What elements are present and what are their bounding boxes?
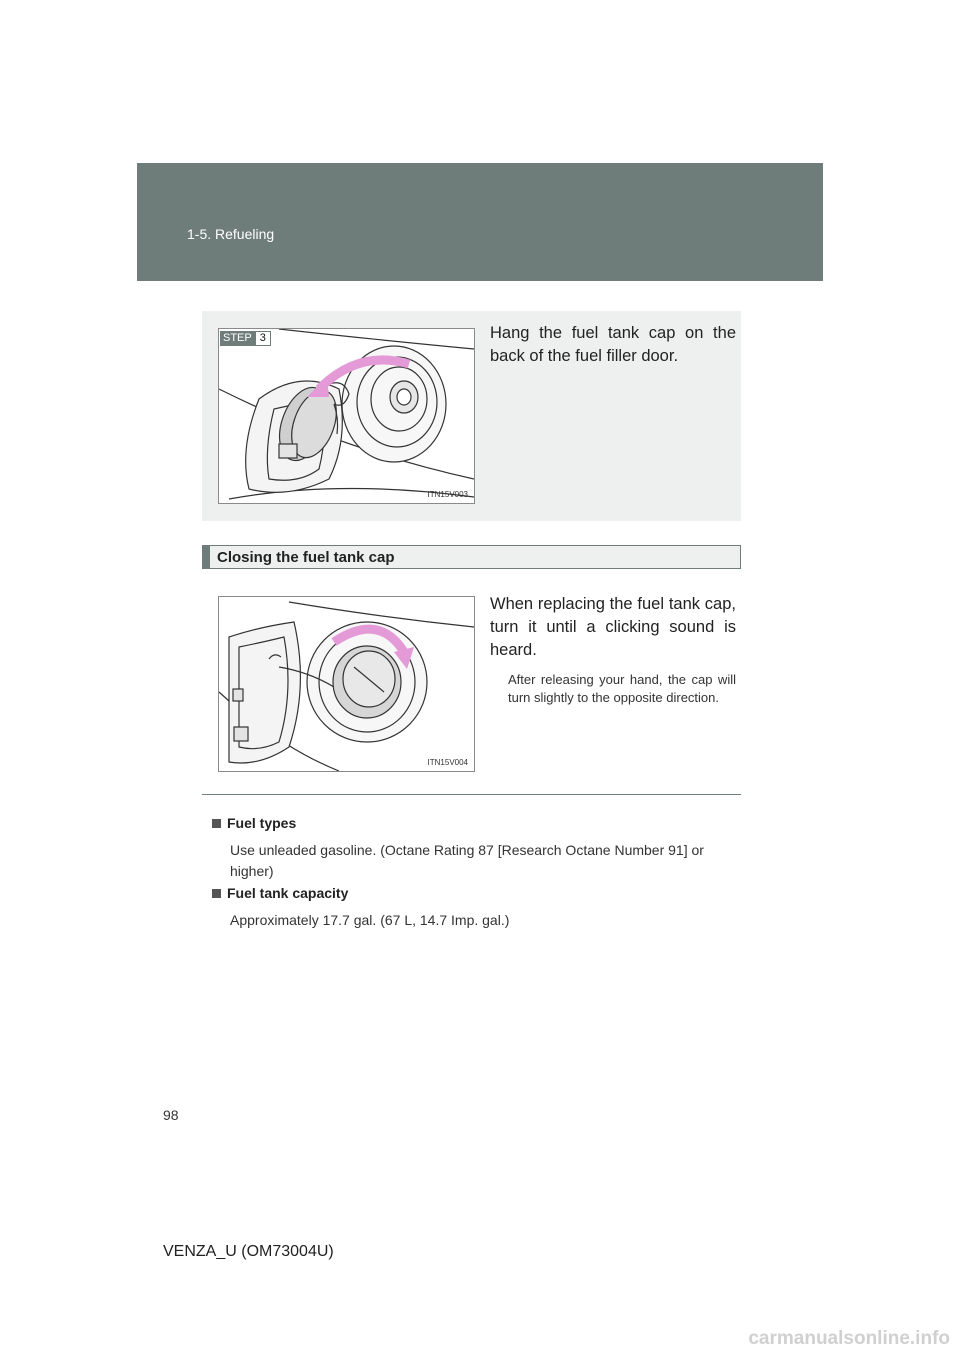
info-body: Use unleaded gasoline. (Octane Rating 87 [Research Octane Number 91] or higher) — [230, 842, 704, 879]
section-heading — [202, 545, 741, 569]
figure-code: ITN15V004 — [427, 758, 468, 767]
bullet-square-icon — [212, 889, 221, 898]
fuel-cap-hang-illustration — [218, 328, 475, 504]
divider — [202, 794, 741, 795]
closing-note: After releasing your hand, the cap will turn slightly to the opposite direction. — [508, 672, 736, 705]
section-heading-text: Closing the fuel tank cap — [217, 549, 395, 566]
step-label: STEP — [220, 331, 255, 346]
info-heading — [212, 884, 742, 902]
info-item-fuel-types — [212, 814, 742, 882]
fuel-cap-close-illustration — [218, 596, 475, 772]
bullet-square-icon — [212, 819, 221, 828]
info-body: Approximately 17.7 gal. (67 L, 14.7 Imp. gal.) — [230, 912, 510, 928]
watermark: carmanualsonline.info — [748, 1328, 950, 1349]
info-item-fuel-tank-capacity — [212, 884, 742, 931]
step-badge — [220, 331, 271, 346]
document-code: VENZA_U (OM73004U) — [163, 1243, 334, 1260]
header-band — [137, 163, 823, 281]
info-heading — [212, 814, 742, 832]
figure-code: ITN15V003 — [427, 490, 468, 499]
closing-instruction: When replacing the fuel tank cap, turn it until a clicking sound is heard. — [490, 595, 736, 659]
info-heading-text: Fuel tank capacity — [227, 885, 349, 901]
step-instruction: Hang the fuel tank cap on the back of the fuel filler door. — [490, 324, 736, 365]
heading-accent — [203, 546, 210, 568]
page-number: 98 — [163, 1107, 179, 1123]
step-number: 3 — [255, 331, 271, 346]
info-heading-text: Fuel types — [227, 815, 297, 831]
section-title: 1-5. Refueling — [187, 226, 275, 242]
